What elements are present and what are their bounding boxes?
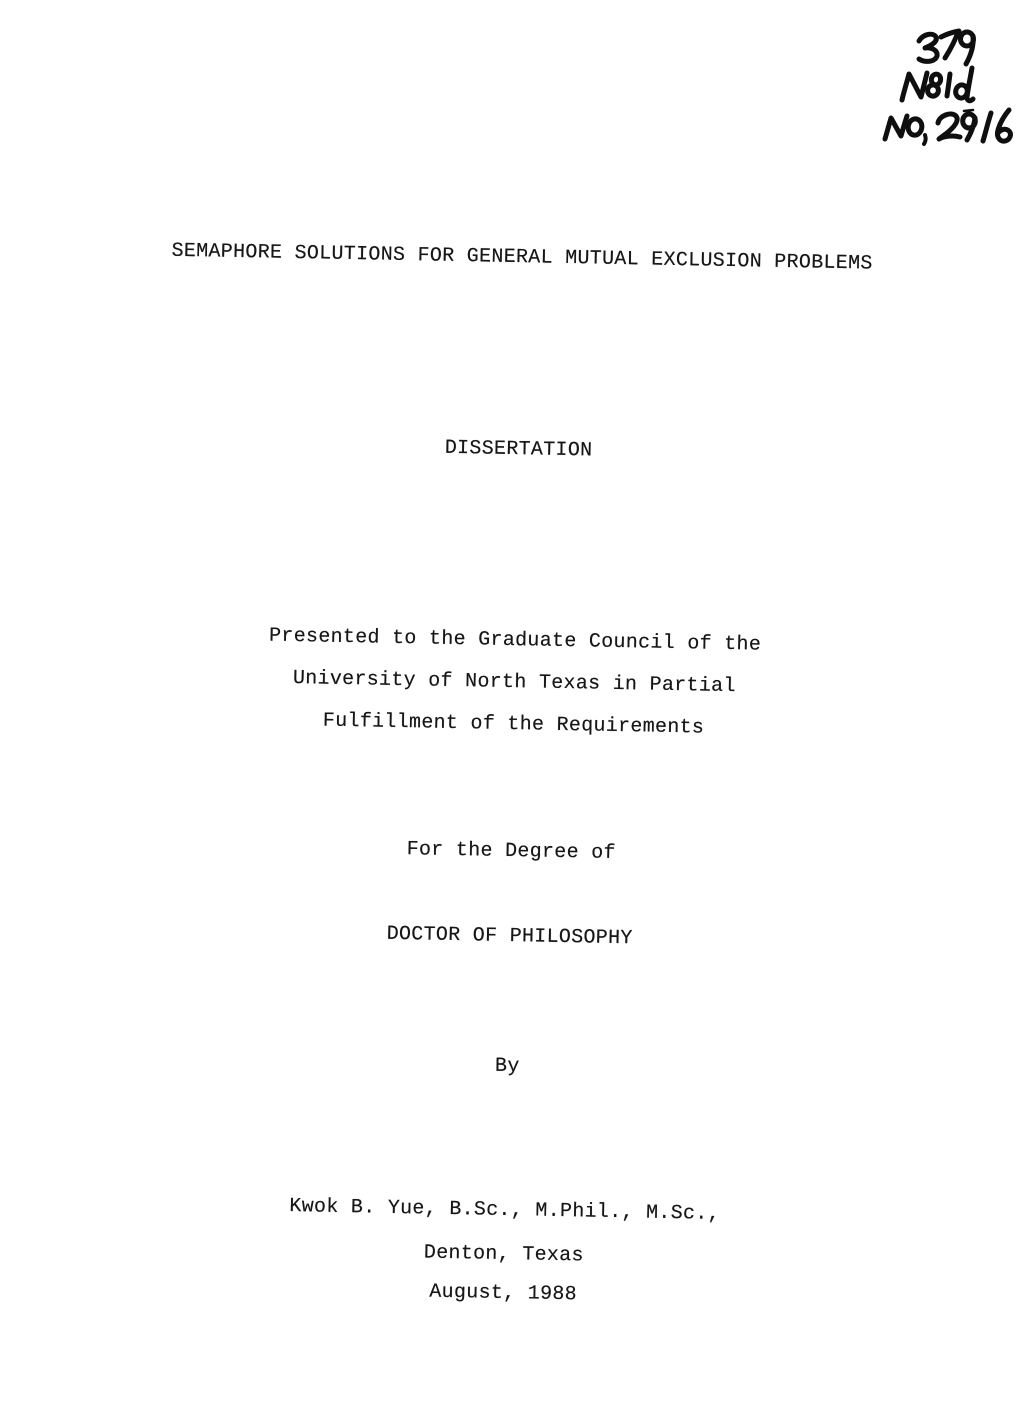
byline: By [494,1054,520,1079]
date-line: August, 1988 [429,1280,578,1307]
presentation-statement-line-2: University of North Texas in Partial [292,667,736,699]
document-type-label: DISSERTATION [444,436,593,463]
place-line: Denton, Texas [423,1241,585,1268]
presentation-statement-line-1: Presented to the Graduate Council of the [268,624,762,657]
author-name: Kwok B. Yue, B.Sc., M.Phil., M.Sc., [289,1195,721,1226]
dissertation-title: SEMAPHORE SOLUTIONS FOR GENERAL MUTUAL EXCLUSION PROBLEMS [171,239,873,276]
degree-intro: For the Degree of [406,838,616,865]
degree-name: DOCTOR OF PHILOSOPHY [386,922,633,951]
presentation-statement-line-3: Fulfillment of the Requirements [322,709,705,740]
